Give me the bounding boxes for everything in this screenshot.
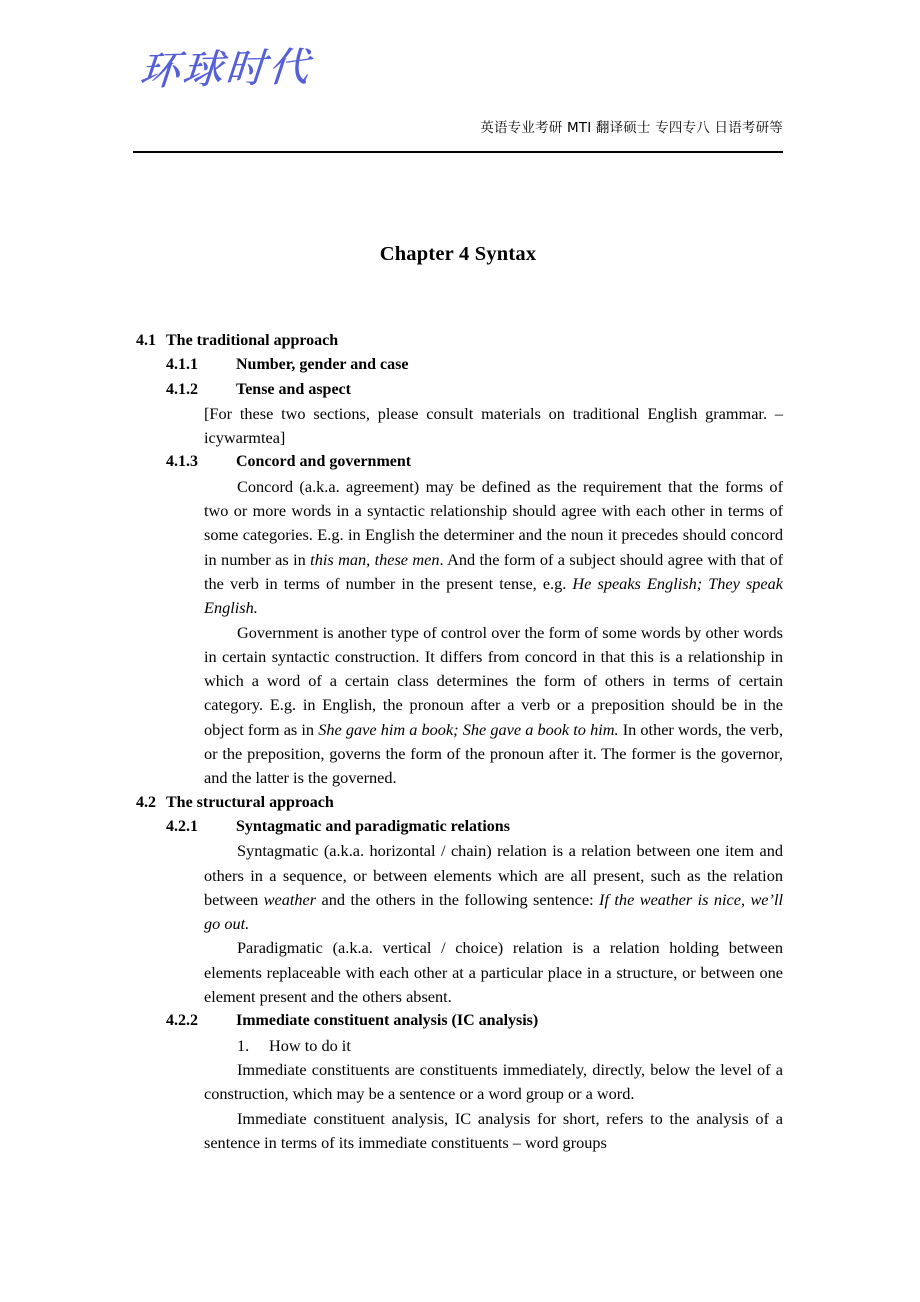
heading-4-2-1-title: Syntagmatic and paradigmatic relations (236, 817, 510, 835)
header-divider (133, 151, 783, 153)
paragraph-editor-note: [For these two sections, please consult materials on traditional English grammar. – icywarmtea] (204, 403, 783, 448)
text-run: Syntagmatic (a.k.a. horizontal / chain) relation is a relation between one item and others in a sequence, or between elements which are all present, such as the relation between (204, 841, 783, 909)
heading-4-2-2-title: Immediate constituent analysis (IC analysis) (236, 1012, 539, 1030)
heading-4-2-1 (0, 815, 920, 839)
heading-4-2-1-number: 4.2.1 (166, 817, 198, 835)
paragraph-government (204, 621, 783, 791)
heading-4-1-2-title: Tense and aspect (236, 380, 351, 398)
paragraph-paradigmatic: Paradigmatic (a.k.a. vertical / choice) relation is a relation holding between elements replaceable with each other at a particular place in a structure, or between one element present and the others absent. (204, 938, 783, 1007)
heading-4-1-1 (0, 353, 920, 377)
heading-4-1-3-title: Concord and government (236, 453, 412, 471)
heading-4-2-number: 4.2 (136, 793, 156, 811)
emphasis-run: He speaks English; They speak English. (204, 573, 784, 618)
emphasis-run: this man, these men (310, 549, 440, 569)
text-run: and the others in the following sentence: (316, 889, 600, 909)
text-run: In other words, the verb, or the preposition, governs the form of the pronoun after it. The former is the governor, and the latter is the governed. (204, 719, 784, 788)
heading-4-1-1-title: Number, gender and case (236, 356, 409, 374)
heading-4-1-number: 4.1 (136, 332, 156, 349)
paragraph-ic-analysis: Immediate constituent analysis, IC analysis for short, refers to the analysis of a sentence in terms of its immediate constituents – word groups (204, 1108, 783, 1152)
page-title: Chapter 4 Syntax (379, 243, 537, 265)
heading-4-1-title: The traditional approach (166, 332, 339, 349)
list-item (237, 1034, 920, 1058)
paragraph-concord (204, 475, 783, 621)
list-item-label: How to do it (269, 1035, 351, 1055)
heading-4-1-3-number: 4.1.3 (166, 453, 198, 471)
heading-4-2-2-number: 4.2.2 (166, 1012, 198, 1030)
heading-4-2 (0, 791, 920, 815)
emphasis-run: She gave him a book; She gave a book to him. (318, 719, 619, 739)
text-run: Concord (a.k.a. agreement) may be defined as the requirement that the forms of two or more words in a syntactic relationship should agree with each other in terms of some categories. E.g. in English the determiner and the noun it precedes should concord in number as in (204, 476, 783, 569)
paragraph-syntagmatic (204, 839, 783, 936)
header-tagline: 英语专业考研 MTI 翻译硕士 专四专八 日语考研等 (480, 120, 783, 136)
document-content (0, 329, 920, 1155)
heading-4-2-2 (0, 1009, 920, 1033)
heading-4-2-title: The structural approach (166, 793, 334, 811)
heading-4-1-3 (0, 450, 920, 474)
heading-4-1-2 (0, 378, 920, 402)
heading-4-1 (0, 329, 920, 353)
heading-4-1-2-number: 4.1.2 (166, 380, 198, 398)
paragraph-ic-definition: Immediate constituents are constituents immediately, directly, below the level of a construction, which may be a sentence or a word group or a word. (204, 1059, 783, 1104)
emphasis-run: weather (263, 889, 317, 909)
brand-logo: 环球时代 (137, 44, 314, 95)
heading-4-1-1-number: 4.1.1 (166, 356, 198, 374)
list-item-marker: 1. (237, 1035, 250, 1055)
page-header (133, 44, 783, 136)
emphasis-run: If the weather is nice, we’ll go out. (204, 889, 784, 934)
text-run: Government is another type of control over the form of some words by other words in certain syntactic construction. It differs from concord in that this is a relationship in which a word of a certain class determines the form of others in terms of certain category. E.g. in English, the pronoun after a verb or a preposition should be in the object form as in (204, 622, 783, 739)
text-run: . And the form of a subject should agree with that of the verb in terms of number in the present tense, e.g. (204, 549, 784, 593)
